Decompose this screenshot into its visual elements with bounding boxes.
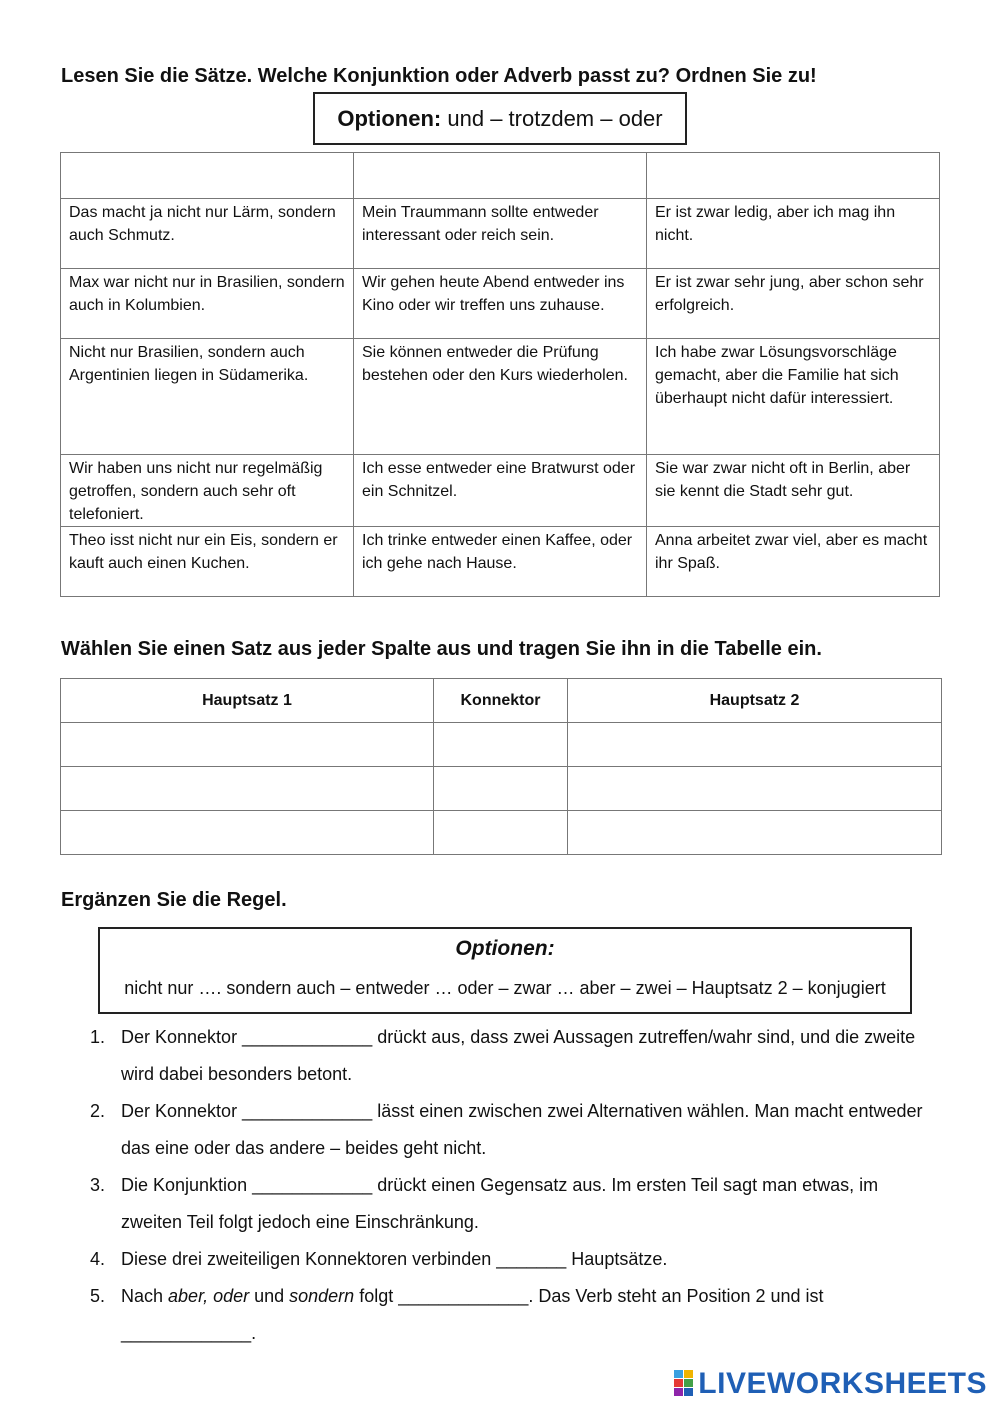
sentence-card[interactable]: Er ist zwar sehr jung, aber schon sehr erfolgreich. bbox=[647, 269, 940, 339]
rule-text-emphasis-2: sondern bbox=[289, 1286, 355, 1306]
table-row bbox=[61, 767, 942, 811]
answer-input[interactable] bbox=[61, 723, 434, 767]
sentence-card[interactable]: Ich habe zwar Lösungsvorschläge gemacht, aber die Familie hat sich überhaupt nicht dafür interessiert. bbox=[647, 339, 940, 455]
section1-heading: Lesen Sie die Sätze. Welche Konjunktion oder Adverb passt zu? Ordnen Sie zu! bbox=[61, 65, 817, 87]
drop-cell[interactable] bbox=[61, 153, 354, 199]
rule-text[interactable]: Der Konnektor _____________ drückt aus, dass zwei Aussagen zutreffen/wahr sind, und die zweite wird dabei besonders betont. bbox=[121, 1027, 916, 1084]
column-header-konnektor: Konnektor bbox=[434, 679, 568, 723]
sentence-card[interactable]: Nicht nur Brasilien, sondern auch Argentinien liegen in Südamerika. bbox=[61, 339, 354, 455]
section2-heading: Wählen Sie einen Satz aus jeder Spalte aus und tragen Sie ihn in die Tabelle ein. bbox=[61, 638, 822, 660]
rule-item bbox=[90, 1167, 940, 1241]
sentence-card[interactable]: Wir haben uns nicht nur regelmäßig getroffen, sondern auch sehr oft telefoniert. bbox=[61, 455, 354, 527]
liveworksheets-logo bbox=[674, 1367, 987, 1401]
sentence-card[interactable]: Das macht ja nicht nur Lärm, sondern auch Schmutz. bbox=[61, 199, 354, 269]
table-row bbox=[61, 723, 942, 767]
rule-options-title: Optionen: bbox=[455, 937, 555, 960]
rule-item bbox=[90, 1019, 940, 1093]
table-row bbox=[61, 527, 940, 597]
rule-number: 4. bbox=[90, 1249, 106, 1269]
drop-cell[interactable] bbox=[354, 153, 647, 199]
answer-input[interactable] bbox=[61, 767, 434, 811]
rule-number: 1. bbox=[90, 1027, 106, 1047]
options-box bbox=[313, 92, 687, 145]
sentence-card[interactable]: Wir gehen heute Abend entweder ins Kino oder wir treffen uns zuhause. bbox=[354, 269, 647, 339]
rule-text-mid: und bbox=[249, 1286, 290, 1306]
answer-input[interactable] bbox=[568, 723, 942, 767]
sentence-card[interactable]: Theo isst nicht nur ein Eis, sondern er kauft auch einen Kuchen. bbox=[61, 527, 354, 597]
rule-number: 3. bbox=[90, 1175, 106, 1195]
rule-text-emphasis-1: aber, oder bbox=[168, 1286, 250, 1306]
rule-text[interactable] bbox=[121, 1286, 824, 1343]
liveworksheets-logo-text: LIVEWORKSHEETS bbox=[698, 1367, 987, 1400]
table-row bbox=[61, 811, 942, 855]
rule-text[interactable]: Die Konjunktion ____________ drückt einen Gegensatz aus. Im ersten Teil sagt man etwas, im zweiten Teil folgt jedoch eine Einschränkung. bbox=[121, 1175, 879, 1232]
column-header-hauptsatz-1: Hauptsatz 1 bbox=[61, 679, 434, 723]
rule-text-pre: Nach bbox=[121, 1286, 169, 1306]
column-header-hauptsatz-2: Hauptsatz 2 bbox=[568, 679, 942, 723]
table-row bbox=[61, 339, 940, 455]
rule-options-box bbox=[98, 927, 912, 1014]
answer-input[interactable] bbox=[434, 723, 568, 767]
options-text: und – trotzdem – oder bbox=[447, 106, 663, 131]
rule-item bbox=[90, 1093, 940, 1167]
answer-input[interactable] bbox=[434, 811, 568, 855]
sentence-card[interactable]: Ich trinke entweder einen Kaffee, oder ich gehe nach Hause. bbox=[354, 527, 647, 597]
liveworksheets-cube-icon bbox=[674, 1370, 694, 1396]
drop-cell[interactable] bbox=[647, 153, 940, 199]
sentence-card[interactable]: Sie war zwar nicht oft in Berlin, aber sie kennt die Stadt sehr gut. bbox=[647, 455, 940, 527]
answer-table bbox=[60, 678, 942, 855]
sentence-card[interactable]: Mein Traummann sollte entweder interessant oder reich sein. bbox=[354, 199, 647, 269]
rule-text[interactable]: Diese drei zweiteiligen Konnektoren verbinden _______ Hauptsätze. bbox=[121, 1249, 668, 1269]
options-label: Optionen: bbox=[337, 106, 442, 131]
table-row bbox=[61, 269, 940, 339]
sentence-card[interactable]: Anna arbeitet zwar viel, aber es macht ihr Spaß. bbox=[647, 527, 940, 597]
rule-number: 5. bbox=[90, 1286, 106, 1306]
table-row bbox=[61, 199, 940, 269]
table-row bbox=[61, 153, 940, 199]
rule-item bbox=[90, 1241, 940, 1278]
sentence-card[interactable]: Sie können entweder die Prüfung bestehen oder den Kurs wiederholen. bbox=[354, 339, 647, 455]
sentence-card[interactable]: Er ist zwar ledig, aber ich mag ihn nicht. bbox=[647, 199, 940, 269]
rule-number: 2. bbox=[90, 1101, 106, 1121]
rule-list bbox=[90, 1019, 940, 1352]
rule-item bbox=[90, 1278, 940, 1352]
answer-input[interactable] bbox=[434, 767, 568, 811]
answer-input[interactable] bbox=[568, 811, 942, 855]
table-header-row bbox=[61, 679, 942, 723]
sentence-table bbox=[60, 152, 940, 597]
sentence-card[interactable]: Max war nicht nur in Brasilien, sondern auch in Kolumbien. bbox=[61, 269, 354, 339]
table-row bbox=[61, 455, 940, 527]
rule-text[interactable]: Der Konnektor _____________ lässt einen zwischen zwei Alternativen wählen. Man macht entweder das eine oder das andere – beides geht nicht. bbox=[121, 1101, 923, 1158]
section3-heading: Ergänzen Sie die Regel. bbox=[61, 889, 287, 911]
answer-input[interactable] bbox=[568, 767, 942, 811]
sentence-card[interactable]: Ich esse entweder eine Bratwurst oder ein Schnitzel. bbox=[354, 455, 647, 527]
rule-text-post: folgt _____________. Das Verb steht an Position 2 und ist _____________. bbox=[121, 1286, 824, 1343]
answer-input[interactable] bbox=[61, 811, 434, 855]
rule-options-text: nicht nur …. sondern auch – entweder … oder – zwar … aber – zwei – Hauptsatz 2 – konjugiert bbox=[124, 978, 886, 998]
